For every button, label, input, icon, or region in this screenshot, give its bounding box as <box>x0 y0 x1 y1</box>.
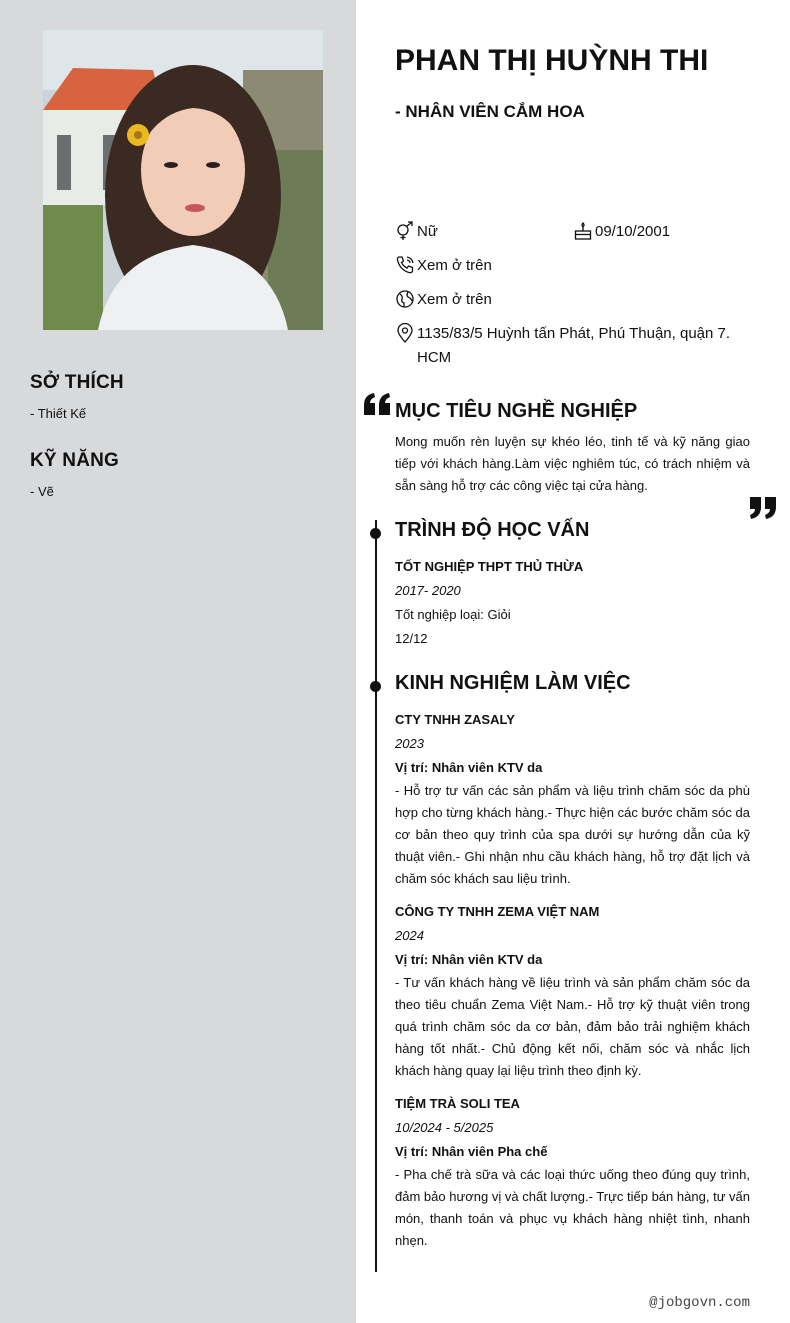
skills-section <box>30 450 330 499</box>
experience-entry <box>395 903 750 1082</box>
hobbies-title: SỞ THÍCH <box>30 372 124 393</box>
sidebar <box>0 0 356 1323</box>
school-name: TỐT NGHIỆP THPT THỦ THỪA <box>395 559 584 574</box>
timeline-line <box>375 520 377 1272</box>
job-period: 10/2024 - 5/2025 <box>395 1120 494 1135</box>
job-period: 2023 <box>395 736 424 751</box>
website-row <box>395 288 492 312</box>
hobbies-section <box>30 372 330 421</box>
job-description: - Pha chế trà sữa và các loại thức uống theo đúng quy trình, đảm bảo hương vị và chất lượng.- Trực tiếp bán hàng, tư vấn món, thanh toán và phục vụ khách hàng nhiệt tình, nhanh nhẹn. <box>395 1167 750 1248</box>
education-period: 2017- 2020 <box>395 583 461 598</box>
experience-entry <box>395 1095 750 1252</box>
company-name: CTY TNHH ZASALY <box>395 712 515 727</box>
phone-row <box>395 254 492 278</box>
experience-title: KINH NGHIỆM LÀM VIỆC <box>395 672 631 694</box>
skill-item: - Vẽ <box>30 484 54 499</box>
open-quote-icon <box>364 393 392 415</box>
birthday-row <box>573 220 670 244</box>
education-grade: Tốt nghiệp loại: Giỏi <box>395 607 511 622</box>
website-value: Xem ở trên <box>417 291 492 308</box>
job-position: Vị trí: Nhân viên Pha chế <box>395 1144 548 1159</box>
job-position: Vị trí: Nhân viên KTV da <box>395 952 543 967</box>
site-watermark: @jobgovn.com <box>649 1295 750 1311</box>
company-name: CÔNG TY TNHH ZEMA VIỆT NAM <box>395 904 600 919</box>
timeline-dot-experience <box>370 681 381 692</box>
phone-icon <box>395 255 417 277</box>
gender-row <box>395 220 438 244</box>
gender-icon <box>395 221 417 243</box>
gender-value: Nữ <box>417 223 438 240</box>
close-quote-icon <box>748 497 776 519</box>
location-pin-icon <box>395 323 417 345</box>
candidate-name: PHAN THỊ HUỲNH THI <box>395 44 709 77</box>
timeline-dot-education <box>370 528 381 539</box>
birthday-value: 09/10/2001 <box>595 223 671 240</box>
job-description: - Hỗ trợ tư vấn các sản phẩm và liệu trình chăm sóc da phù hợp cho từng khách hàng.- Thực hiện các bước chăm sóc da cơ bản theo quy trình của spa dưới sự hướng dẫn của kỹ thuật viên.- Ghi nhận nhu cầu khách hàng, hỗ trợ đặt lịch và chăm sóc khách sau liệu trình. <box>395 783 750 886</box>
experience-entry <box>395 711 750 890</box>
education-entry <box>395 558 750 648</box>
skills-title: KỸ NĂNG <box>30 450 120 471</box>
job-position: Vị trí: Nhân viên KTV da <box>395 760 543 775</box>
objective-text: Mong muốn rèn luyện sự khéo léo, tinh tế và kỹ năng giao tiếp với khách hàng.Làm việc nghiêm túc, có trách nhiệm và sẵn sàng hỗ trợ các công việc tại cửa hàng. <box>395 434 750 493</box>
address-row <box>395 322 750 370</box>
hobby-item: - Thiết Kế <box>30 406 87 421</box>
objective-title: MỤC TIÊU NGHỀ NGHIỆP <box>395 400 638 422</box>
cake-icon <box>573 221 595 243</box>
job-period: 2024 <box>395 928 424 943</box>
globe-icon <box>395 289 417 311</box>
education-title: TRÌNH ĐỘ HỌC VẤN <box>395 519 590 541</box>
company-name: TIỆM TRÀ SOLI TEA <box>395 1096 520 1111</box>
education-level: 12/12 <box>395 631 428 646</box>
phone-value: Xem ở trên <box>417 257 492 274</box>
job-description: - Tư vấn khách hàng về liệu trình và sản phẩm chăm sóc da theo tiêu chuẩn Zema Việt Nam.- Hỗ trợ kỹ thuật viên trong quá trình chăm sóc da cơ bản, đảm bảo trải nghiệm khách hàng tốt nhất.- Chủ động kết nối, chăm sóc và nhắc lịch khách hàng quay lại liệu trình theo định kỳ. <box>395 975 750 1078</box>
profile-photo <box>43 30 323 330</box>
job-title: - NHÂN VIÊN CẮM HOA <box>395 102 585 121</box>
address-value: 1135/83/5 Huỳnh tấn Phát, Phú Thuận, quận 7. HCM <box>417 325 731 366</box>
